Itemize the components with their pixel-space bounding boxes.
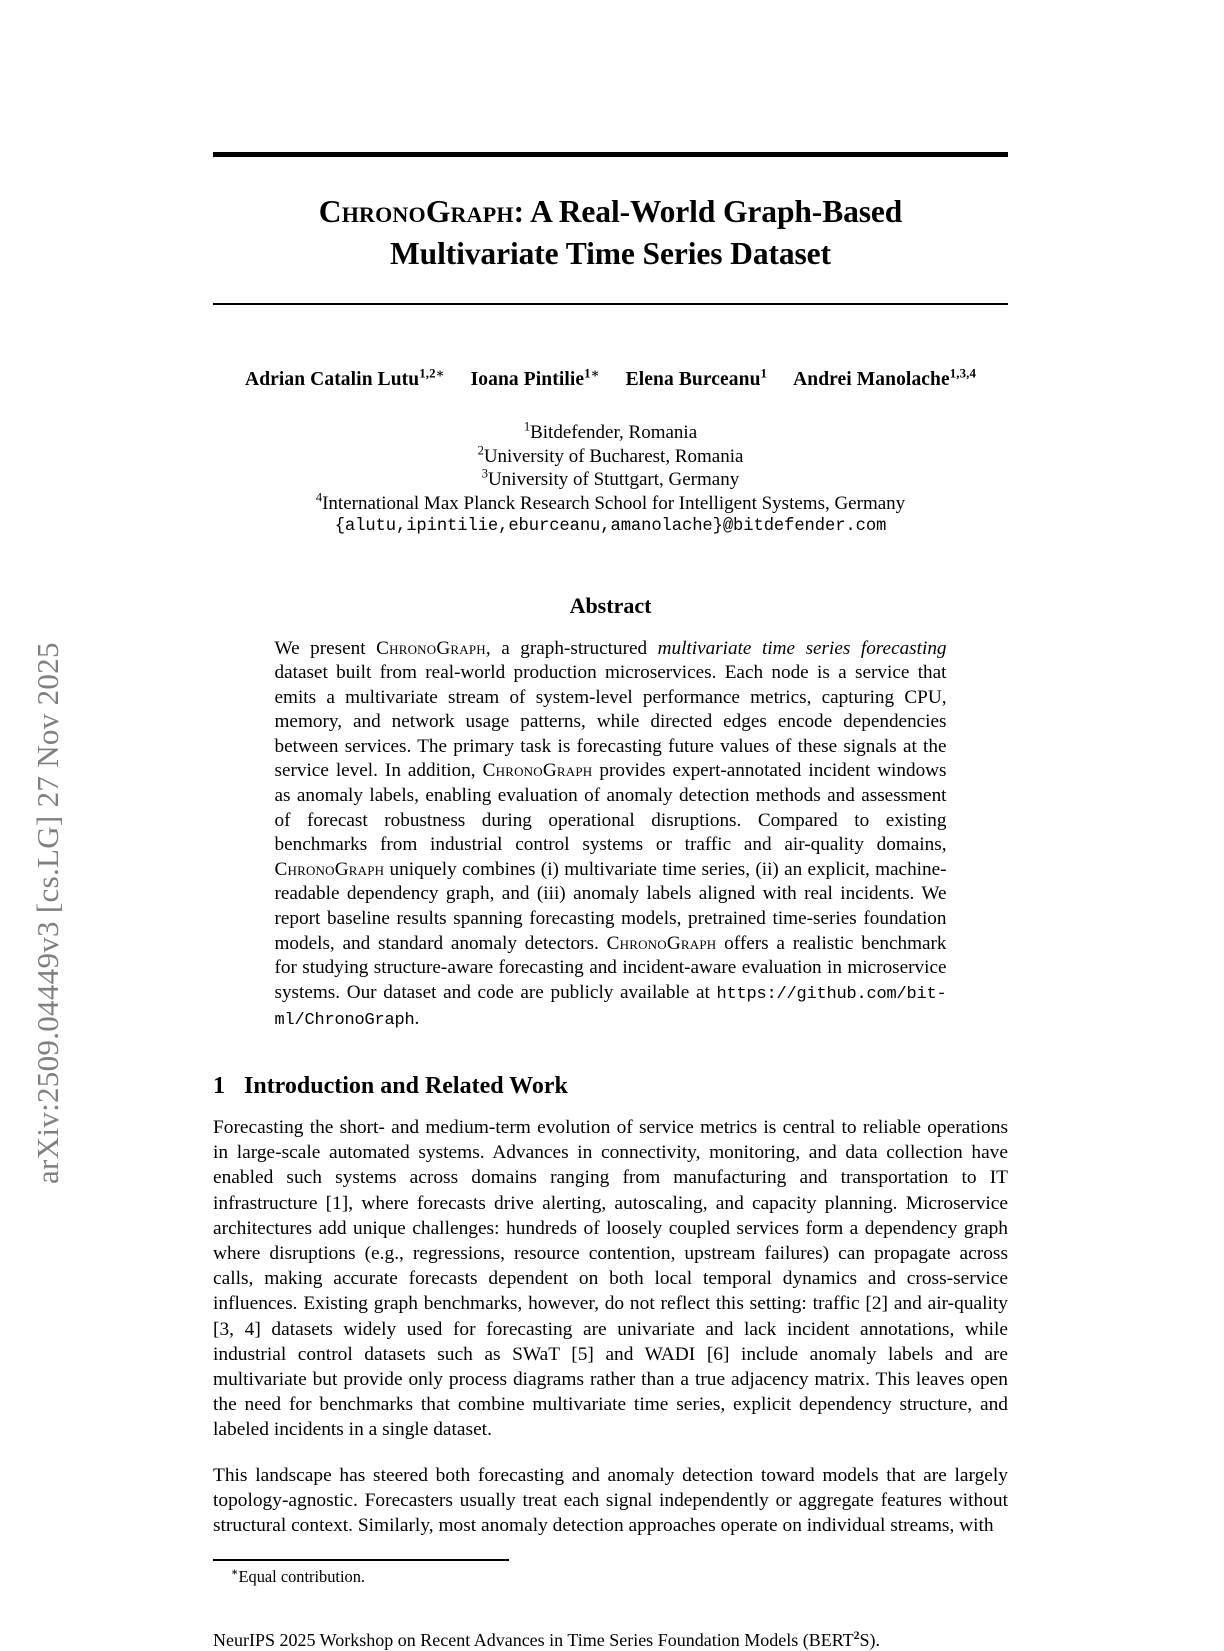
author-affil-marker: 1 [584,366,591,381]
abstract-seg: . [414,1008,420,1030]
affiliation-text: University of Stuttgart, Germany [488,469,740,490]
affiliation-item [213,445,1008,469]
affiliation-text: University of Bucharest, Romania [483,445,744,467]
author-entry [245,366,445,391]
affiliation-marker: 3 [481,466,489,481]
abstract-heading: Abstract [569,592,652,618]
venue-footer [213,1627,1008,1651]
author-entry [470,366,600,391]
affiliation-item [213,421,1008,445]
abstract-text [275,637,947,1035]
author-affil-marker: 1,3,4 [949,366,976,381]
footnote [231,1567,1008,1587]
venue-prefix: NeurIPS 2025 Workshop on Recent Advances in Time Series Foundation Models (BERT [213,1629,854,1650]
abstract-seg: dataset built from real-world production microservices. Each node is a service that emits a multivariate stream of system-level performance metrics, capturing CPU, memory, and network usage patterns, while directed edges encode dependencies between services. The primary task is forecasting future values of these signals at the service level. In addition, [274,662,947,782]
author-affil-marker: 1 [760,366,768,381]
venue-suffix: S). [859,1629,881,1650]
page-title [213,191,1008,275]
affiliation-marker: 2 [477,443,484,458]
affiliation-item [213,468,1008,492]
author-affil-marker: 1,2 [419,366,436,381]
affiliation-marker: 4 [315,490,323,505]
abstract-smallcaps: ChronoGraph [606,932,717,954]
title-line2: Multivariate Time Series Dataset [390,236,831,271]
contact-email[interactable]: {alutu,ipintilie,eburceanu,amanolache}@bitdefender.com [334,517,887,536]
footnote-text: Equal contribution. [238,1566,366,1586]
affiliation-item [213,492,1008,516]
title-line1-rest: : A Real-World Graph-Based [513,194,903,229]
title-smallcaps: ChronoGraph [318,194,514,229]
arxiv-stamp: arXiv:2509.04449v3 [cs.LG] 27 Nov 2025 [30,642,65,1184]
abstract-seg: uniquely combines (i) multivariate time series, (ii) an explicit, machine-readable dependency graph, and (iii) anomaly labels aligned with real incidents. We report baseline results spanning forecasting models, pretrained time-series foundation models, and standard anomaly detectors. [274,858,947,954]
author-name: Ioana Pintilie [470,369,585,390]
abstract-italic: multivariate time series forecasting [657,637,947,659]
author-equal-marker: ∗ [435,366,445,381]
author-name: Adrian Catalin Lutu [245,369,420,390]
abstract-smallcaps: ChronoGraph [376,637,486,659]
author-list [213,366,1008,391]
footnote-separator [213,1559,509,1560]
abstract-seg: provides expert-annotated incident windows as anomaly labels, enabling evaluation of anomaly detection methods and assessment of forecast robustness during operational disruptions. Compared to existing benchmarks from industrial control systems or traffic and air-quality domains, [274,760,947,856]
affiliation-list [213,421,1008,539]
author-entry [793,366,976,391]
author-name: Andrei Manolache [793,369,950,390]
abstract-smallcaps: ChronoGraph [482,760,593,782]
content-column [213,0,1008,1651]
affiliation-marker: 1 [523,419,531,434]
section-number: 1 [213,1073,225,1099]
section-title: Introduction and Related Work [244,1073,568,1099]
abstract-seg: offers a realistic benchmark for studying structure-aware forecasting and incident-aware evaluation in microservice systems. Our dataset and code are publicly available at [274,932,947,1003]
abstract-smallcaps: ChronoGraph [274,858,385,880]
venue-sup: 2 [853,1627,860,1642]
author-equal-marker: ∗ [590,366,600,381]
affiliation-text: Bitdefender, Romania [530,422,698,443]
author-entry [625,366,768,391]
title-rule-bottom [213,303,1008,305]
github-url-link[interactable]: https://github.com/bit-ml/ChronoGraph [274,984,947,1031]
paragraph: This landscape has steered both forecasting and anomaly detection toward models that are largely topology-agnostic. Forecasters usually treat each signal independently or aggregate features without structural context. Similarly, most anomaly detection approaches operate on individual streams, with [213,1464,1008,1537]
abstract-seg: , a graph-structured [485,637,658,659]
affiliation-text: International Max Planck Research School for Intelligent Systems, Germany [322,492,906,514]
footnote-marker: ∗ [231,1566,239,1579]
abstract-seg: We present [274,637,377,659]
paragraph: Forecasting the short- and medium-term evolution of service metrics is central to reliable operations in large-scale automated systems. Advances in connectivity, monitoring, and data collection have enabled such systems across domains ranging from manufacturing and transportation to IT infrastructure [1], where forecasts drive alerting, autoscaling, and capacity planning. Microservice architectures add unique challenges: hundreds of loosely coupled services form a dependency graph where disruptions (e.g., regressions, resource contention, upstream failures) can propagate across calls, making accurate forecasts dependent on both local temporal dynamics and cross-service influences. Existing graph benchmarks, however, do not reflect this setting: traffic [2] and air-quality [3, 4] datasets widely used for forecasting are univariate and lack incident annotations, while industrial control datasets such as SWaT [5] and WADI [6] include anomaly labels and are multivariate but provide only process diagrams rather than a true adjacency matrix. This leaves open the need for benchmarks that combine multivariate time series, explicit dependency structure, and labeled incidents in a single dataset. [213,1117,1008,1441]
title-rule-top [213,152,1008,157]
author-name: Elena Burceanu [625,369,761,390]
section-heading-1 [213,1073,1008,1100]
